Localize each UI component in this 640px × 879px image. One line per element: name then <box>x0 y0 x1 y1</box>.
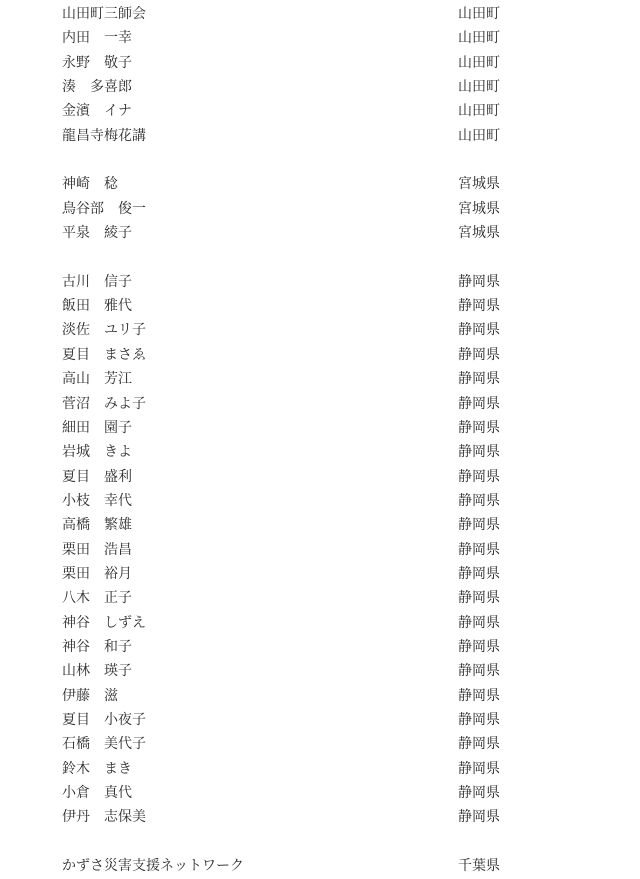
donor-name: 内田 一幸 <box>62 30 132 47</box>
donor-name: 栗田 浩昌 <box>62 541 132 558</box>
group-separator <box>0 830 640 854</box>
list-item <box>0 294 640 318</box>
list-item <box>0 732 640 756</box>
donor-name: 高山 芳江 <box>62 371 132 388</box>
donor-name: 石橋 美代子 <box>62 736 146 753</box>
donor-name: 夏目 盛利 <box>62 468 132 485</box>
donor-region: 静岡県 <box>458 346 500 363</box>
list-item <box>0 708 640 732</box>
donor-region: 山田町 <box>458 6 500 22</box>
donor-name: 古川 信子 <box>62 273 132 290</box>
donor-name: 鈴木 まき <box>62 760 132 777</box>
donor-name: 高橋 繁雄 <box>62 517 132 534</box>
list-item <box>0 392 640 416</box>
donor-region: 宮城県 <box>458 225 500 242</box>
list-item <box>0 221 640 245</box>
donor-name: 夏目 小夜子 <box>62 711 146 728</box>
donor-region: 静岡県 <box>458 541 500 558</box>
donor-name: 栗田 裕月 <box>62 565 132 582</box>
donor-region: 静岡県 <box>458 736 500 753</box>
list-item <box>0 367 640 391</box>
donor-name: 菅沼 みよ子 <box>62 395 146 412</box>
list-item <box>0 2 640 26</box>
list-item <box>0 343 640 367</box>
donor-name: 岩城 きよ <box>62 444 132 461</box>
donor-name: 小枝 幸代 <box>62 492 132 509</box>
donor-region: 静岡県 <box>458 711 500 728</box>
list-item <box>0 51 640 75</box>
group-separator <box>0 245 640 269</box>
donor-name: 湊 多喜郎 <box>62 79 132 96</box>
donor-name: 鳥谷部 俊一 <box>62 200 146 217</box>
donor-region: 静岡県 <box>458 638 500 655</box>
donor-name: 夏目 まさゑ <box>62 346 146 363</box>
donor-region: 静岡県 <box>458 444 500 461</box>
donor-region: 静岡県 <box>458 298 500 315</box>
donor-region: 山田町 <box>458 79 500 96</box>
donor-region: 静岡県 <box>458 468 500 485</box>
donor-region: 静岡県 <box>458 419 500 436</box>
donor-region: 山田町 <box>458 30 500 47</box>
list-item <box>0 854 640 878</box>
list-item <box>0 781 640 805</box>
donor-name: 山田町三師会 <box>62 6 146 22</box>
donor-region: 山田町 <box>458 54 500 71</box>
list-item <box>0 586 640 610</box>
donor-name: 山林 瑛子 <box>62 663 132 680</box>
donor-name: かずさ災害支援ネットワーク <box>62 858 244 875</box>
donor-name: 龍昌寺梅花講 <box>62 127 146 144</box>
list-item <box>0 172 640 196</box>
donor-region: 静岡県 <box>458 590 500 607</box>
donor-name: 八木 正子 <box>62 590 132 607</box>
donor-region: 静岡県 <box>458 614 500 631</box>
donor-name: 伊藤 滋 <box>62 687 118 704</box>
list-item <box>0 318 640 342</box>
donor-name: 淡佐 ユリ子 <box>62 322 146 339</box>
donor-region: 静岡県 <box>458 273 500 290</box>
donor-name: 伊丹 志保美 <box>62 809 146 826</box>
donor-region: 静岡県 <box>458 322 500 339</box>
donor-region: 静岡県 <box>458 565 500 582</box>
donor-name: 小倉 真代 <box>62 785 132 801</box>
list-item <box>0 197 640 221</box>
list-item <box>0 659 640 683</box>
list-item <box>0 684 640 708</box>
donor-region: 静岡県 <box>458 785 500 801</box>
list-item <box>0 489 640 513</box>
donor-name: 飯田 雅代 <box>62 298 132 315</box>
donor-name: 平泉 綾子 <box>62 225 132 242</box>
donor-region: 静岡県 <box>458 663 500 680</box>
donor-region: 静岡県 <box>458 492 500 509</box>
donor-name: 神崎 稔 <box>62 176 118 193</box>
donor-region: 静岡県 <box>458 395 500 412</box>
donor-name: 神谷 しずえ <box>62 614 146 631</box>
donor-region: 千葉県 <box>458 858 500 875</box>
donor-region: 静岡県 <box>458 760 500 777</box>
donor-name: 永野 敬子 <box>62 54 132 71</box>
list-item <box>0 465 640 489</box>
list-item <box>0 513 640 537</box>
group-separator <box>0 148 640 172</box>
donor-region: 静岡県 <box>458 371 500 388</box>
list-item <box>0 538 640 562</box>
list-item <box>0 416 640 440</box>
donor-region: 静岡県 <box>458 687 500 704</box>
list-item <box>0 635 640 659</box>
list-item <box>0 270 640 294</box>
list-item <box>0 99 640 123</box>
donor-region: 山田町 <box>458 103 500 120</box>
list-item <box>0 124 640 148</box>
list-item <box>0 75 640 99</box>
list-item <box>0 757 640 781</box>
list-item <box>0 562 640 586</box>
list-item <box>0 611 640 635</box>
donor-name: 金濱 イナ <box>62 103 132 120</box>
donor-name: 神谷 和子 <box>62 638 132 655</box>
donor-region: 静岡県 <box>458 517 500 534</box>
donor-region: 静岡県 <box>458 809 500 826</box>
donor-region: 宮城県 <box>458 176 500 193</box>
donor-region: 山田町 <box>458 127 500 144</box>
list-item <box>0 26 640 50</box>
donor-name: 細田 園子 <box>62 419 132 436</box>
list-item <box>0 440 640 464</box>
donor-list <box>0 2 640 878</box>
donor-region: 宮城県 <box>458 200 500 217</box>
list-item <box>0 805 640 829</box>
